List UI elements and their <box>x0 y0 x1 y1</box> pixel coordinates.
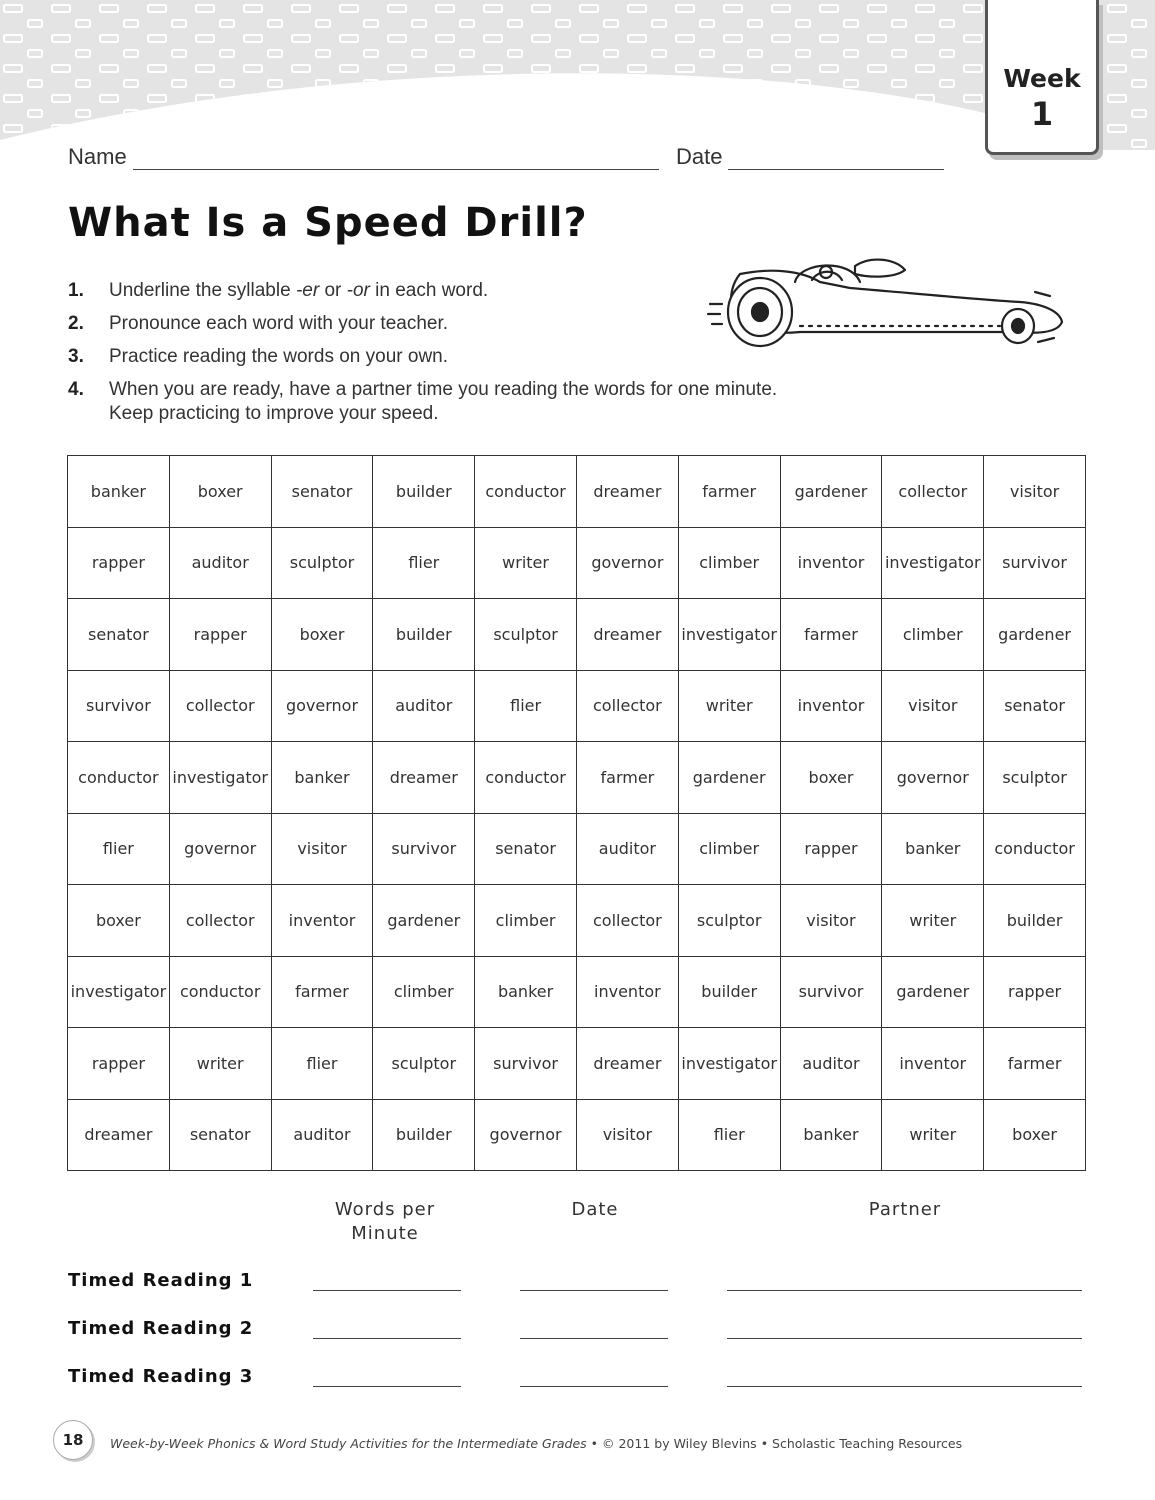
word-cell: governor <box>882 742 984 814</box>
footer-publisher: Scholastic Teaching Resources <box>772 1436 963 1451</box>
grid-row <box>68 599 1086 671</box>
word-cell: climber <box>882 599 984 671</box>
word-cell: builder <box>984 885 1086 957</box>
timed-reading-3-wpm[interactable] <box>313 1386 461 1387</box>
word-cell: writer <box>678 670 780 742</box>
word-cell: gardener <box>678 742 780 814</box>
timed-reading-2-wpm[interactable] <box>313 1338 461 1339</box>
grid-row <box>68 1099 1086 1171</box>
word-cell: collector <box>882 456 984 528</box>
timed-reading-1-partner[interactable] <box>727 1290 1082 1291</box>
timed-reading-2-partner[interactable] <box>727 1338 1082 1339</box>
word-cell: writer <box>169 1028 271 1100</box>
word-cell: investigator <box>169 742 271 814</box>
grid-row <box>68 885 1086 957</box>
word-cell: investigator <box>678 1028 780 1100</box>
timed-reading-1-wpm[interactable] <box>313 1290 461 1291</box>
word-cell: investigator <box>882 527 984 599</box>
header-band <box>0 0 1155 150</box>
word-cell: investigator <box>68 956 170 1028</box>
word-cell: auditor <box>169 527 271 599</box>
word-grid <box>67 455 1086 1171</box>
word-cell: sculptor <box>678 885 780 957</box>
word-cell: dreamer <box>68 1099 170 1171</box>
word-cell: governor <box>169 813 271 885</box>
suffix-er: -er <box>295 280 320 301</box>
word-cell: survivor <box>475 1028 577 1100</box>
word-cell: gardener <box>780 456 882 528</box>
grid-row <box>68 527 1086 599</box>
word-cell: banker <box>882 813 984 885</box>
grid-row <box>68 742 1086 814</box>
word-cell: farmer <box>678 456 780 528</box>
word-cell: senator <box>68 599 170 671</box>
word-cell: survivor <box>373 813 475 885</box>
word-cell: writer <box>882 1099 984 1171</box>
word-cell: climber <box>373 956 475 1028</box>
step-number: 2. <box>68 313 84 334</box>
word-cell: sculptor <box>271 527 373 599</box>
word-cell: collector <box>576 885 678 957</box>
name-label: Name <box>68 144 127 169</box>
word-cell: conductor <box>68 742 170 814</box>
page-number: 18 <box>53 1420 93 1460</box>
footer-citation <box>110 1436 962 1451</box>
word-cell: flier <box>68 813 170 885</box>
grid-row <box>68 456 1086 528</box>
timed-reading-2-date[interactable] <box>520 1338 668 1339</box>
word-cell: inventor <box>576 956 678 1028</box>
footer-book-title: Week-by-Week Phonics & Word Study Activities for the Intermediate Grades <box>110 1436 587 1451</box>
word-cell: flier <box>678 1099 780 1171</box>
word-cell: visitor <box>984 456 1086 528</box>
word-cell: inventor <box>271 885 373 957</box>
word-cell: banker <box>271 742 373 814</box>
timed-reading-3-date[interactable] <box>520 1386 668 1387</box>
word-cell: rapper <box>780 813 882 885</box>
footer-bullet: • <box>760 1436 769 1451</box>
word-cell: senator <box>169 1099 271 1171</box>
instruction-item <box>68 379 888 425</box>
word-cell: rapper <box>68 527 170 599</box>
word-cell: visitor <box>780 885 882 957</box>
word-cell: banker <box>68 456 170 528</box>
word-cell: writer <box>882 885 984 957</box>
word-cell: rapper <box>169 599 271 671</box>
word-cell: farmer <box>576 742 678 814</box>
word-cell: auditor <box>576 813 678 885</box>
grid-row <box>68 670 1086 742</box>
word-cell: survivor <box>68 670 170 742</box>
word-cell: farmer <box>780 599 882 671</box>
week-tab <box>985 0 1099 155</box>
word-cell: auditor <box>373 670 475 742</box>
word-cell: farmer <box>271 956 373 1028</box>
word-cell: dreamer <box>576 1028 678 1100</box>
word-cell: rapper <box>68 1028 170 1100</box>
page-title: What Is a Speed Drill? <box>68 200 588 246</box>
word-cell: senator <box>984 670 1086 742</box>
word-cell: flier <box>271 1028 373 1100</box>
word-cell: collector <box>169 885 271 957</box>
grid-row <box>68 1028 1086 1100</box>
col-head-partner: Partner <box>868 1199 942 1220</box>
word-cell: gardener <box>373 885 475 957</box>
date-label: Date <box>676 144 723 169</box>
word-cell: governor <box>475 1099 577 1171</box>
timed-reading-3-label: Timed Reading 3 <box>68 1366 254 1387</box>
word-cell: gardener <box>882 956 984 1028</box>
step-number: 4. <box>68 379 84 400</box>
col-head-wpm <box>315 1198 455 1246</box>
race-car-icon <box>700 252 1070 352</box>
word-cell: sculptor <box>373 1028 475 1100</box>
footer-bullet: • <box>590 1436 599 1451</box>
timed-reading-3-partner[interactable] <box>727 1386 1082 1387</box>
suffix-or: -or <box>346 280 370 301</box>
word-cell: visitor <box>271 813 373 885</box>
name-field[interactable] <box>68 144 659 170</box>
word-cell: visitor <box>576 1099 678 1171</box>
word-cell: builder <box>373 599 475 671</box>
word-cell: inventor <box>780 670 882 742</box>
col-head-wpm-line1: Words per <box>334 1199 436 1220</box>
word-cell: flier <box>475 670 577 742</box>
step-text: Practice reading the words on your own. <box>109 346 449 367</box>
step-text: Pronounce each word with your teacher. <box>109 313 449 334</box>
word-cell: auditor <box>271 1099 373 1171</box>
word-cell: boxer <box>271 599 373 671</box>
word-cell: builder <box>373 456 475 528</box>
word-cell: builder <box>373 1099 475 1171</box>
word-cell: builder <box>678 956 780 1028</box>
grid-row <box>68 813 1086 885</box>
word-cell: governor <box>576 527 678 599</box>
word-cell: banker <box>475 956 577 1028</box>
word-cell: climber <box>678 527 780 599</box>
name-line[interactable] <box>133 147 659 170</box>
word-cell: boxer <box>780 742 882 814</box>
step-text-mid: or <box>319 280 347 301</box>
word-cell: conductor <box>475 456 577 528</box>
week-label: Week <box>1003 64 1081 93</box>
word-cell: gardener <box>984 599 1086 671</box>
word-cell: boxer <box>68 885 170 957</box>
date-field[interactable] <box>676 144 944 170</box>
word-cell: conductor <box>475 742 577 814</box>
step-number: 3. <box>68 346 84 367</box>
word-cell: sculptor <box>475 599 577 671</box>
word-cell: senator <box>475 813 577 885</box>
word-cell: auditor <box>780 1028 882 1100</box>
col-head-date: Date <box>571 1199 619 1220</box>
word-cell: banker <box>780 1099 882 1171</box>
week-number: 1 <box>1030 95 1054 133</box>
word-cell: boxer <box>984 1099 1086 1171</box>
word-cell: inventor <box>780 527 882 599</box>
word-cell: collector <box>576 670 678 742</box>
word-cell: dreamer <box>373 742 475 814</box>
word-cell: investigator <box>678 599 780 671</box>
footer-copyright: © 2011 by Wiley Blevins <box>602 1436 757 1451</box>
timed-reading-2-label: Timed Reading 2 <box>68 1318 254 1339</box>
word-cell: senator <box>271 456 373 528</box>
word-cell: writer <box>475 527 577 599</box>
col-head-wpm-line2: Minute <box>351 1223 419 1244</box>
word-cell: conductor <box>169 956 271 1028</box>
step-text: When you are ready, have a partner time you reading the words for one minute. <box>109 379 778 400</box>
step-number: 1. <box>68 280 84 301</box>
word-cell: conductor <box>984 813 1086 885</box>
word-cell: collector <box>169 670 271 742</box>
word-cell: flier <box>373 527 475 599</box>
word-cell: climber <box>475 885 577 957</box>
word-cell: dreamer <box>576 456 678 528</box>
timed-reading-1-label: Timed Reading 1 <box>68 1270 254 1291</box>
word-cell: dreamer <box>576 599 678 671</box>
word-cell: governor <box>271 670 373 742</box>
step-text-post: in each word. <box>369 280 489 301</box>
word-cell: rapper <box>984 956 1086 1028</box>
word-cell: inventor <box>882 1028 984 1100</box>
grid-row <box>68 956 1086 1028</box>
word-cell: climber <box>678 813 780 885</box>
word-cell: farmer <box>984 1028 1086 1100</box>
word-cell: survivor <box>984 527 1086 599</box>
timed-reading-1-date[interactable] <box>520 1290 668 1291</box>
word-cell: survivor <box>780 956 882 1028</box>
date-line[interactable] <box>728 147 944 170</box>
step-text-pre: Underline the syllable <box>109 280 296 301</box>
word-cell: visitor <box>882 670 984 742</box>
step-subtext: Keep practicing to improve your speed. <box>109 403 439 424</box>
word-cell: sculptor <box>984 742 1086 814</box>
word-cell: boxer <box>169 456 271 528</box>
